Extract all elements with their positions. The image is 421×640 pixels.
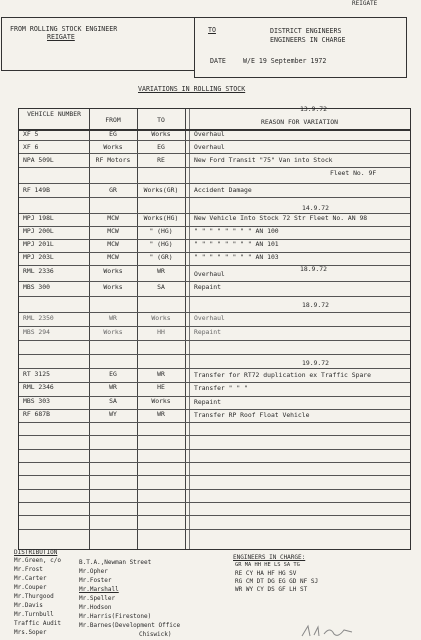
table-row-from: MCW	[107, 214, 119, 222]
distribution-name: Mr.Opher	[79, 568, 108, 575]
table-row-vehicle: RF 687B	[23, 410, 50, 418]
to-line-2: ENGINEERS IN CHARGE	[270, 36, 346, 44]
engineers-row: WR WY CY DS GF LH ST	[235, 586, 308, 593]
distribution-name: Mr.Couper	[14, 584, 47, 591]
distribution-name: Mrs.Soper	[14, 629, 47, 636]
table-row-from: RF Motors	[95, 156, 131, 164]
table-row-from: Works	[103, 283, 123, 291]
col-header-to: TO	[157, 116, 165, 124]
table-row-to: Works(HG)	[143, 214, 179, 222]
table-row-from: EG	[109, 370, 117, 378]
table-row-vehicle: MPJ 201L	[23, 240, 54, 248]
table-row-to: Works	[151, 130, 171, 138]
table-row-vehicle: MBS 294	[23, 328, 50, 336]
section-date: 19.9.72	[302, 359, 329, 367]
table-row-vehicle: XF 5	[23, 130, 39, 138]
table-row-to: Works	[151, 397, 171, 405]
table-row-to: WR	[157, 370, 165, 378]
engineers-codes	[235, 562, 318, 594]
table-row-vehicle: RT 3125	[23, 370, 50, 378]
distribution-col-1	[14, 557, 61, 638]
from-line-1: FROM ROLLING STOCK ENGINEER	[10, 25, 118, 33]
variations-table	[18, 105, 411, 550]
table-row-reason: Transfer for RT72 duplication ex Traffic Spare	[194, 371, 371, 379]
table-row-to: EG	[157, 143, 165, 151]
engineers-label: ENGINEERS IN CHARGE:	[233, 554, 306, 561]
distribution-name: Mr.Hodson	[79, 604, 112, 611]
distribution-name: Mr.Turnbull	[14, 611, 54, 618]
table-row-reason: Transfer " " "	[194, 384, 248, 392]
table-row-to: HH	[157, 328, 165, 336]
engineers-row: RE CY HA HF HG SV	[235, 570, 297, 577]
table-row-from: WR	[109, 383, 117, 391]
table-row-reason: Repaint	[194, 398, 221, 406]
table-row-vehicle: NPA 509L	[23, 156, 54, 164]
table-row-to: Works	[151, 314, 171, 322]
distribution-name: Mr.Carter	[14, 575, 47, 582]
distribution-name: Mr.Green, c/o	[14, 557, 61, 564]
table-row-from: EG	[109, 130, 117, 138]
col-header-reason: REASON FOR VARIATION	[261, 118, 338, 126]
table-row-vehicle: MPJ 203L	[23, 253, 54, 261]
table-row-reason: Transfer RP Roof Float Vehicle	[194, 411, 310, 419]
table-row-from: MCW	[107, 240, 119, 248]
distribution-name: Mr.Thurgood	[14, 593, 54, 600]
engineers-row: GR MA HH HE LS SA TG	[235, 562, 300, 568]
distribution-label: DISTRIBUTION	[14, 549, 58, 556]
table-row-from: Works	[103, 328, 123, 336]
section-date: 18.9.72	[302, 301, 329, 309]
table-row-vehicle: RML 2336	[23, 267, 54, 275]
distribution-name: B.T.A.,Newman Street	[79, 559, 152, 566]
table-row-to: " (HG)	[149, 240, 173, 248]
table-row-reason: Overhaul	[194, 130, 225, 138]
table-row-to: Works(GR)	[143, 186, 179, 194]
table-row-vehicle: XF 6	[23, 143, 39, 151]
document-title: VARIATIONS IN ROLLING STOCK	[138, 85, 246, 93]
distribution-name: Mr.Foster	[79, 577, 112, 584]
col-header-from: FROM	[105, 116, 121, 124]
table-row-to: WR	[157, 410, 165, 418]
table-row-reason: Accident Damage	[194, 186, 252, 194]
table-row-reason: " " " " " " " " AN 101	[194, 240, 279, 248]
table-row-reason-continued: Fleet No. 9F	[330, 169, 377, 177]
table-row-reason: Repaint	[194, 283, 221, 291]
table-row-from: GR	[109, 186, 117, 194]
section-date: 18.9.72	[300, 265, 327, 273]
table-row-from: Works	[103, 143, 123, 151]
date-value: W/E 19 September 1972	[243, 57, 327, 65]
table-row-to: WR	[157, 267, 165, 275]
distribution-name: Mr.Barnes(Development Office	[79, 622, 181, 629]
section-date: 13.9.72	[300, 105, 327, 113]
table-row-vehicle: MPJ 200L	[23, 227, 54, 235]
table-row-to: " (GR)	[149, 253, 173, 261]
table-row-reason: New Ford Transit "75" Van into Stock	[194, 156, 333, 164]
table-row-reason: New Vehicle Into Stock 72 Str Fleet No. AN 98	[194, 214, 368, 222]
table-row-to: SA	[157, 283, 165, 291]
table-row-from: WR	[109, 314, 117, 322]
distribution-name: Mr.Frost	[14, 566, 43, 573]
table-row-reason: Overhaul	[194, 143, 225, 151]
table-row-vehicle: RML 2350	[23, 314, 54, 322]
to-label: TO	[208, 26, 216, 34]
distribution-name: Chiswick)	[139, 631, 172, 638]
from-line-2: REIGATE	[47, 33, 75, 41]
distribution-name: Mr.Harris(Firestone)	[79, 613, 152, 620]
engineers-row: RG CM DT DG EG GD NF SJ	[235, 578, 319, 585]
distribution-col-2	[79, 559, 180, 640]
table-row-to: " (HG)	[149, 227, 173, 235]
table-row-from: SA	[109, 397, 117, 405]
table-row-from: MCW	[107, 253, 119, 261]
signature-scribble	[300, 624, 360, 638]
distribution-name: Traffic Audit	[14, 620, 61, 627]
table-row-vehicle: MBS 303	[23, 397, 50, 405]
table-row-from: WY	[109, 410, 117, 418]
col-header-vehicle: VEHICLE NUMBER	[27, 110, 81, 118]
distribution-name: Mr.Davis	[14, 602, 43, 609]
table-row-reason: " " " " " " " " AN 103	[194, 253, 279, 261]
table-row-to: RE	[157, 156, 165, 164]
table-row-reason: Overhaul	[194, 270, 225, 278]
table-row-reason: Repaint	[194, 328, 221, 336]
distribution-name: Mr.Speller	[79, 595, 116, 602]
table-row-from: MCW	[107, 227, 119, 235]
table-row-reason: " " " " " " " " AN 100	[194, 227, 279, 235]
table-row-reason: Overhaul	[194, 314, 225, 322]
table-row-from: Works	[103, 267, 123, 275]
to-box	[194, 17, 407, 78]
table-row-vehicle: RF 149B	[23, 186, 50, 194]
from-box	[1, 17, 195, 71]
distribution-name: Mr.Marshall	[79, 586, 119, 593]
section-date: 14.9.72	[302, 204, 329, 212]
table-row-vehicle: RML 2346	[23, 383, 54, 391]
table-row-vehicle: MBS 300	[23, 283, 50, 291]
table-row-vehicle: MPJ 198L	[23, 214, 54, 222]
to-line-1: DISTRICT ENGINEERS	[270, 27, 342, 35]
table-row-to: HE	[157, 383, 165, 391]
top-strip-right: REIGATE	[352, 0, 378, 7]
date-label: DATE	[210, 57, 226, 65]
